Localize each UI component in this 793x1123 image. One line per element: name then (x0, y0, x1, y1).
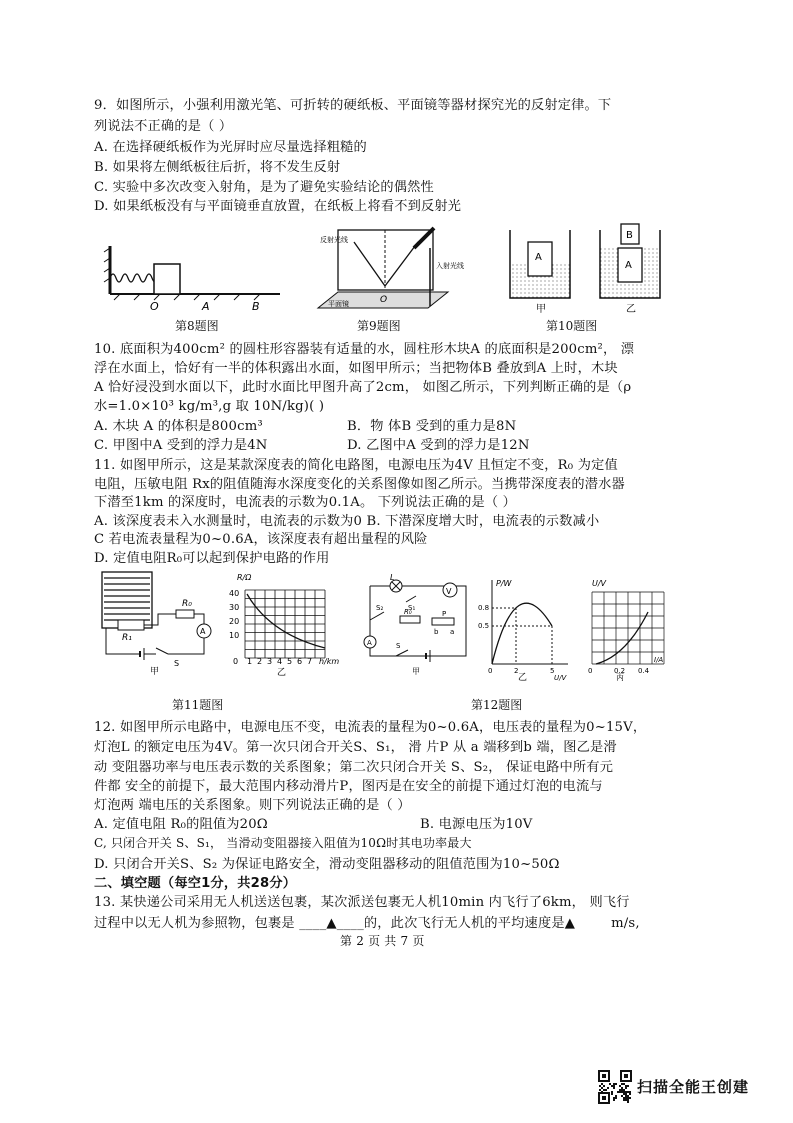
q12-line2: 灯泡L 的额定电压为4V。第一次只闭合开关S、S₁， 滑 片P 从 a 端移到b 端，图乙是滑 (94, 740, 617, 755)
fig11-label-s: S (174, 659, 180, 668)
qr-cell (621, 1087, 623, 1089)
qr-cell (623, 1083, 625, 1085)
fig12-label-r0: R₀ (404, 608, 412, 616)
q9-stem-line2: 列说法不正确的是（ ） (94, 119, 233, 134)
q13-blank-1: ____▲____ (299, 916, 364, 931)
fig9-label-reflected: 反射光线 (320, 236, 348, 244)
fig11-graph-xlabel: h/km (319, 657, 340, 666)
fig12-iu-graph (576, 576, 668, 680)
fig12-label-l: L (390, 573, 395, 582)
fig10-label-b: B (626, 230, 633, 241)
qr-cell (613, 1085, 615, 1087)
q9-option-a: A. 在选择硬纸板作为光屏时应尽量选择粗糙的 (94, 140, 367, 155)
qr-cell (613, 1083, 615, 1085)
fig11-ytick: 30 (229, 603, 240, 612)
qr-cell (613, 1087, 615, 1089)
fig9-reflection-diagram (318, 228, 464, 316)
fig11-depth-circuit (98, 570, 214, 676)
qr-cell (615, 1083, 617, 1085)
fig12-power-graph (478, 576, 570, 683)
q12-line3: 动 变阻器功率与电压表示数的关系图象；第二次只闭合开关 S、S₂， 保证电路中所有元 (94, 760, 614, 775)
fig12-iu-ylabel: U/V (592, 579, 607, 588)
fig12-label-jia: 甲 (412, 667, 420, 676)
qr-cell (627, 1085, 629, 1087)
fig10-label-jia: 甲 (536, 304, 546, 315)
fig11-ytick: 20 (229, 617, 240, 626)
fig11-xtick: 7 (307, 657, 313, 666)
q10-line1: 10. 底面积为400cm² 的圆柱形容器装有适量的水，圆柱形木块A 的底面积是200cm²， 漂 (94, 342, 635, 357)
q11-line2: 电阻，压敏电阻 Rx的阻值随海水深度变化的关系图像如图乙所示。当携带深度表的潜水器 (94, 477, 625, 492)
q10-option-b: B．物 体B 受到的重力是8N (347, 419, 517, 434)
fig10-label-a1: A (535, 252, 542, 263)
fig8-label-a: A (202, 300, 210, 313)
scanner-brand-text: 扫描全能王创建 (637, 1078, 750, 1096)
fig11-xtick: 2 (257, 657, 263, 666)
qr-cell (617, 1091, 619, 1093)
fig9-label-mirror: 平面镜 (328, 300, 349, 308)
q13-line2 (94, 912, 640, 931)
qr-cell (623, 1091, 625, 1093)
fig12-label-v: V (446, 587, 452, 596)
q10-line3: A 恰好浸没到水面以下，此时水面比甲图升高了2cm， 如图乙所示，下列判断正确的是（ρ (94, 380, 632, 395)
qr-cell (621, 1091, 623, 1093)
fig12-power-sub: 乙 (518, 673, 528, 683)
q11-option-d: D. 定值电阻R₀可以起到保护电路的作用 (94, 551, 330, 566)
fig12-label-a-end: a (450, 628, 455, 636)
fig11-caption: 第11题图 (172, 698, 224, 712)
q10-option-d: D. 乙图中A 受到的浮力是12N (347, 438, 530, 453)
fig11-xtick: 6 (297, 657, 303, 666)
qr-cell (627, 1099, 629, 1101)
fig12-power-xtick: 5 (550, 667, 555, 675)
qr-cell (623, 1099, 625, 1101)
fig11-xtick: 5 (287, 657, 293, 666)
qr-cell (615, 1095, 617, 1097)
q13-blank-2: ▲ (564, 916, 576, 931)
q10-line4: 水=1.0×10³ kg/m³,g 取 10N/kg)( ) (94, 399, 325, 414)
fig12-power-xtick: 0 (488, 667, 493, 675)
qr-cell (611, 1093, 613, 1095)
qr-cell (621, 1089, 623, 1091)
qr-code-icon (598, 1070, 632, 1104)
fig11-graph-sub: 乙 (277, 668, 287, 678)
qr-cell (619, 1089, 621, 1091)
fig11-ytick: 40 (229, 589, 240, 598)
qr-cell (619, 1091, 621, 1093)
fig9-caption: 第9题图 (357, 319, 401, 333)
q12-line4: 件都 安全的前提下，最大范围内移动滑片P，图丙是在安全的前提下通过灯泡的电流与 (94, 779, 603, 794)
qr-cell (599, 1089, 601, 1091)
q10-option-c: C. 甲图中A 受到的浮力是4N (94, 438, 268, 453)
q10-option-a: A. 木块 A 的体积是800cm³ (94, 419, 263, 434)
fig11-xtick-zero: 0 (233, 657, 239, 666)
fig8-caption: 第8题图 (175, 319, 219, 333)
qr-cell (625, 1087, 627, 1089)
q11-line3: 下潜至1km 的深度时，电流表的示数为0.1A。 下列说法正确的是（ ） (94, 495, 517, 510)
qr-cell (627, 1091, 629, 1093)
qr-cell (609, 1083, 611, 1085)
fig12-label-s1: S₁ (408, 604, 416, 612)
fig8-label-b: B (252, 300, 260, 313)
qr-cell (611, 1091, 613, 1093)
qr-cell (627, 1095, 629, 1097)
q12-option-c: C, 只闭合开关 S、S₁， 当滑动变阻器接入阻值为10Ω时其电功率最大 (94, 836, 472, 850)
q12-option-a: A. 定值电阻 R₀的阻值为20Ω (94, 817, 268, 832)
qr-cell (611, 1085, 613, 1087)
q11-line1: 11. 如图甲所示，这是某款深度表的简化电路图，电源电压为4V 且恒定不变，R₀ 为定值 (94, 458, 618, 473)
q11-option-ab: A. 该深度表未入水测量时，电流表的示数为0 B. 下潜深度增大时，电流表的示数减小 (94, 514, 600, 529)
qr-cell (615, 1097, 617, 1099)
qr-cell (621, 1083, 623, 1085)
fig10-caption: 第10题图 (546, 319, 598, 333)
fig12-label-b: b (434, 628, 439, 636)
fig12-power-ytick: 0.8 (478, 604, 490, 612)
fig12-power-xlabel: U/V (554, 674, 567, 682)
fig9-label-o: O (380, 295, 388, 305)
qr-cell (613, 1097, 615, 1099)
fig12-label-p: P (442, 610, 447, 618)
qr-cell (627, 1097, 629, 1099)
fig11-xtick: 4 (277, 657, 283, 666)
fig10-buoyancy-diagram (500, 224, 680, 316)
fig12-iu-xlabel: I/A (654, 656, 664, 664)
fig11-ytick: 10 (229, 631, 240, 640)
qr-cell (599, 1085, 601, 1087)
qr-cell (625, 1091, 627, 1093)
fig11-label-jia: 甲 (150, 667, 160, 677)
fig12-iu-xtick: 0 (588, 667, 593, 675)
qr-cell (629, 1093, 631, 1095)
section2-title: 二、填空题（每空1分，共28分） (94, 876, 297, 891)
qr-cell (625, 1095, 627, 1097)
fig12-power-xtick: 2 (514, 667, 519, 675)
qr-cell (603, 1085, 605, 1087)
fig12-iu-sub: 丙 (616, 673, 624, 682)
qr-cell (619, 1085, 621, 1087)
qr-cell (601, 1087, 603, 1089)
q10-line2: 浮在水面上，恰好有一半的体积露出水面，如图甲所示；当把物体B 叠放到A 上时，木块 (94, 361, 618, 376)
q13-text-b: 的，此次飞行无人机的平均速度是 (363, 916, 565, 931)
fig11-xtick: 1 (247, 657, 253, 666)
fig8-spring-diagram (104, 238, 284, 314)
fig8-label-o: O (150, 300, 159, 313)
q13-line1: 13. 某快递公司采用无人机送送包裹，某次派送包裹无人机10min 内飞行了6km， 则飞行 (94, 895, 630, 910)
q12-line5: 灯泡两 端电压的关系图象。则下列说法正确的是（ ） (94, 798, 411, 813)
fig11-graph-ylabel: R/Ω (237, 573, 252, 582)
qr-cell (625, 1085, 627, 1087)
qr-cell (623, 1089, 625, 1091)
qr-cell (607, 1087, 609, 1089)
qr-cell (629, 1091, 631, 1093)
qr-cell (625, 1099, 627, 1101)
page-number: 第 2 页 共 7 页 (340, 934, 425, 948)
fig10-label-a2: A (625, 260, 632, 271)
qr-cell (625, 1093, 627, 1095)
fig11-xtick: 3 (267, 657, 273, 666)
fig11-label-r0: R₀ (182, 599, 192, 609)
q9-option-c: C. 实验中多次改变入射角，是为了避免实验结论的偶然性 (94, 180, 434, 195)
fig12-power-ytick: 0.5 (478, 622, 490, 630)
qr-cell (623, 1097, 625, 1099)
fig11-label-r1: R₁ (122, 633, 132, 643)
qr-cell (621, 1095, 623, 1097)
fig10-label-yi: 乙 (626, 304, 636, 315)
qr-cell (625, 1097, 627, 1099)
fig12-label-s2: S₂ (376, 604, 384, 612)
q9-option-b: B. 如果将左侧纸板往后折，将不发生反射 (94, 160, 341, 175)
q12-line1: 12. 如图甲所示电路中，电源电压不变，电流表的量程为0~0.6A，电压表的量程为0~15V， (94, 720, 647, 735)
fig12-label-ammeter: A (367, 639, 372, 647)
fig12-label-s: S (396, 642, 401, 650)
fig12-circuit (356, 572, 474, 676)
fig12-iu-xtick: 0.4 (638, 667, 650, 675)
q9-stem-line1: 9．如图所示，小强利用激光笔、可折转的硬纸板、平面镜等器材探究光的反射定律。下 (94, 98, 612, 113)
fig9-label-incident: 入射光线 (436, 262, 464, 270)
fig11-label-a: A (200, 627, 206, 636)
q9-option-d: D. 如果纸板没有与平面镜垂直放置，在纸板上将看不到反射光 (94, 199, 462, 214)
qr-cell (627, 1101, 629, 1103)
qr-cell (629, 1097, 631, 1099)
qr-cell (613, 1099, 615, 1101)
fig11-resistance-graph (225, 572, 345, 676)
q11-option-c: C 若电流表量程为0~0.6A，该深度表有超出量程的风险 (94, 532, 428, 547)
fig12-power-ylabel: P/W (496, 579, 512, 588)
q12-option-b: B. 电源电压为10V (420, 817, 533, 832)
fig12-iu-xtick: 0.2 (614, 667, 626, 675)
q13-text-c: m/s, (611, 916, 640, 931)
q12-option-d: D. 只闭合开关S、S₂ 为保证电路安全，滑动变阻器移动的阻值范围为10~50Ω (94, 857, 560, 872)
fig12-caption: 第12题图 (471, 698, 523, 712)
qr-cell (603, 1089, 605, 1091)
qr-cell (601, 1083, 603, 1085)
qr-cell (623, 1093, 625, 1095)
q13-text-a: 过程中以无人机为参照物，包裹是 (94, 916, 300, 931)
qr-cell (605, 1089, 607, 1091)
